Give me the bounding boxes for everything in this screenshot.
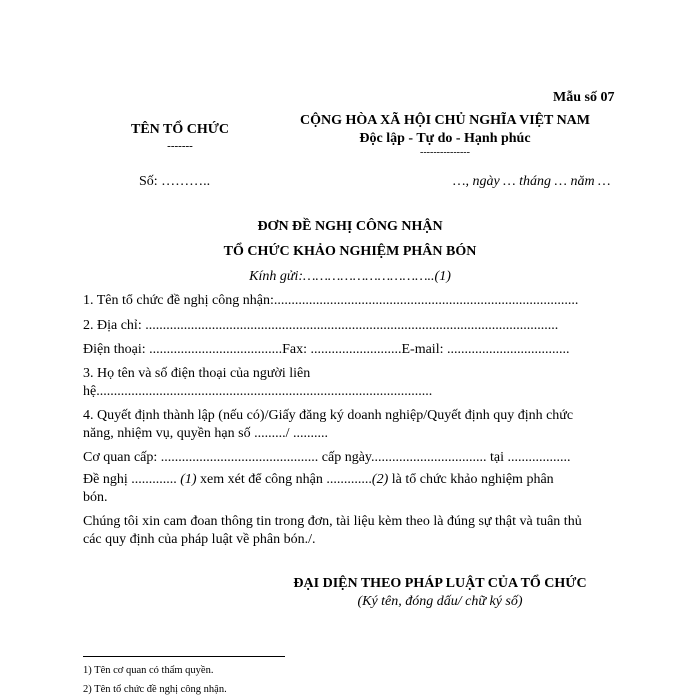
field-organization-name: 1. Tên tổ chức đề nghị công nhận:....................................................................................... [83, 293, 579, 308]
field-contact-numbers: Điện thoại: ......................................Fax: ..........................E-mail: ................................... [83, 342, 570, 357]
footnote-separator [83, 656, 285, 657]
commitment-line1: Chúng tôi xin cam đoan thông tin trong đơn, tài liệu kèm theo là đúng sự thật và tuân thủ [83, 514, 582, 529]
request-text-c: là tổ chức khảo nghiệm phân [388, 472, 554, 487]
recipient-label: Kính gửi:………………………….. [249, 269, 435, 284]
date-line: …, ngày … tháng … năm … [453, 174, 611, 189]
form-title-line2: TỔ CHỨC KHẢO NGHIỆM PHÂN BÓN [223, 244, 477, 259]
field-address: 2. Địa chỉ: ...................................................................................................................... [83, 318, 559, 333]
field-decision-line2: năng, nhiệm vụ, quyền hạn số ........./ .......... [83, 426, 328, 441]
field-request-line1 [83, 472, 554, 488]
field-issuing-agency: Cơ quan cấp: ............................................. cấp ngày................................. tại .................. [83, 450, 571, 465]
form-number: Mẫu số 07 [553, 90, 615, 105]
field-contact-person-line2: hệ................................................................................................ [83, 384, 433, 399]
request-text-a: Đề nghị ............. [83, 472, 181, 487]
signature-note: (Ký tên, đóng dấu/ chữ ký số) [357, 594, 523, 609]
country-underline: --------------- [420, 147, 470, 158]
request-text-b: xem xét để công nhận ............. [196, 472, 372, 487]
form-title-line1: ĐƠN ĐỀ NGHỊ CÔNG NHẬN [257, 219, 443, 234]
footnote-2: 2) Tên tổ chức đề nghị công nhận. [83, 684, 227, 695]
field-contact-person-line1: 3. Họ tên và số điện thoại của người liên [83, 366, 311, 381]
request-ref2: (2) [371, 472, 389, 487]
field-request-line2: bón. [83, 490, 108, 505]
commitment-line2: các quy định của pháp luật về phân bón./. [83, 532, 316, 547]
signature-title: ĐẠI DIỆN THEO PHÁP LUẬT CỦA TỔ CHỨC [293, 576, 587, 591]
organization-name: TÊN TỔ CHỨC [130, 122, 229, 137]
organization-underline: ------- [167, 140, 193, 152]
field-decision-line1: 4. Quyết định thành lập (nếu có)/Giấy đăng ký doanh nghiệp/Quyết định quy định chức [83, 408, 574, 423]
recipient-ref: (1) [434, 269, 451, 284]
footnote-1: 1) Tên cơ quan có thẩm quyền. [83, 665, 214, 676]
country-motto: Độc lập - Tự do - Hạnh phúc [359, 131, 531, 146]
recipient-line [0, 269, 700, 285]
request-ref1: (1) [180, 472, 197, 487]
country-name: CỘNG HÒA XÃ HỘI CHỦ NGHĨA VIỆT NAM [299, 113, 590, 128]
document-number: Số: ……….. [139, 174, 211, 189]
